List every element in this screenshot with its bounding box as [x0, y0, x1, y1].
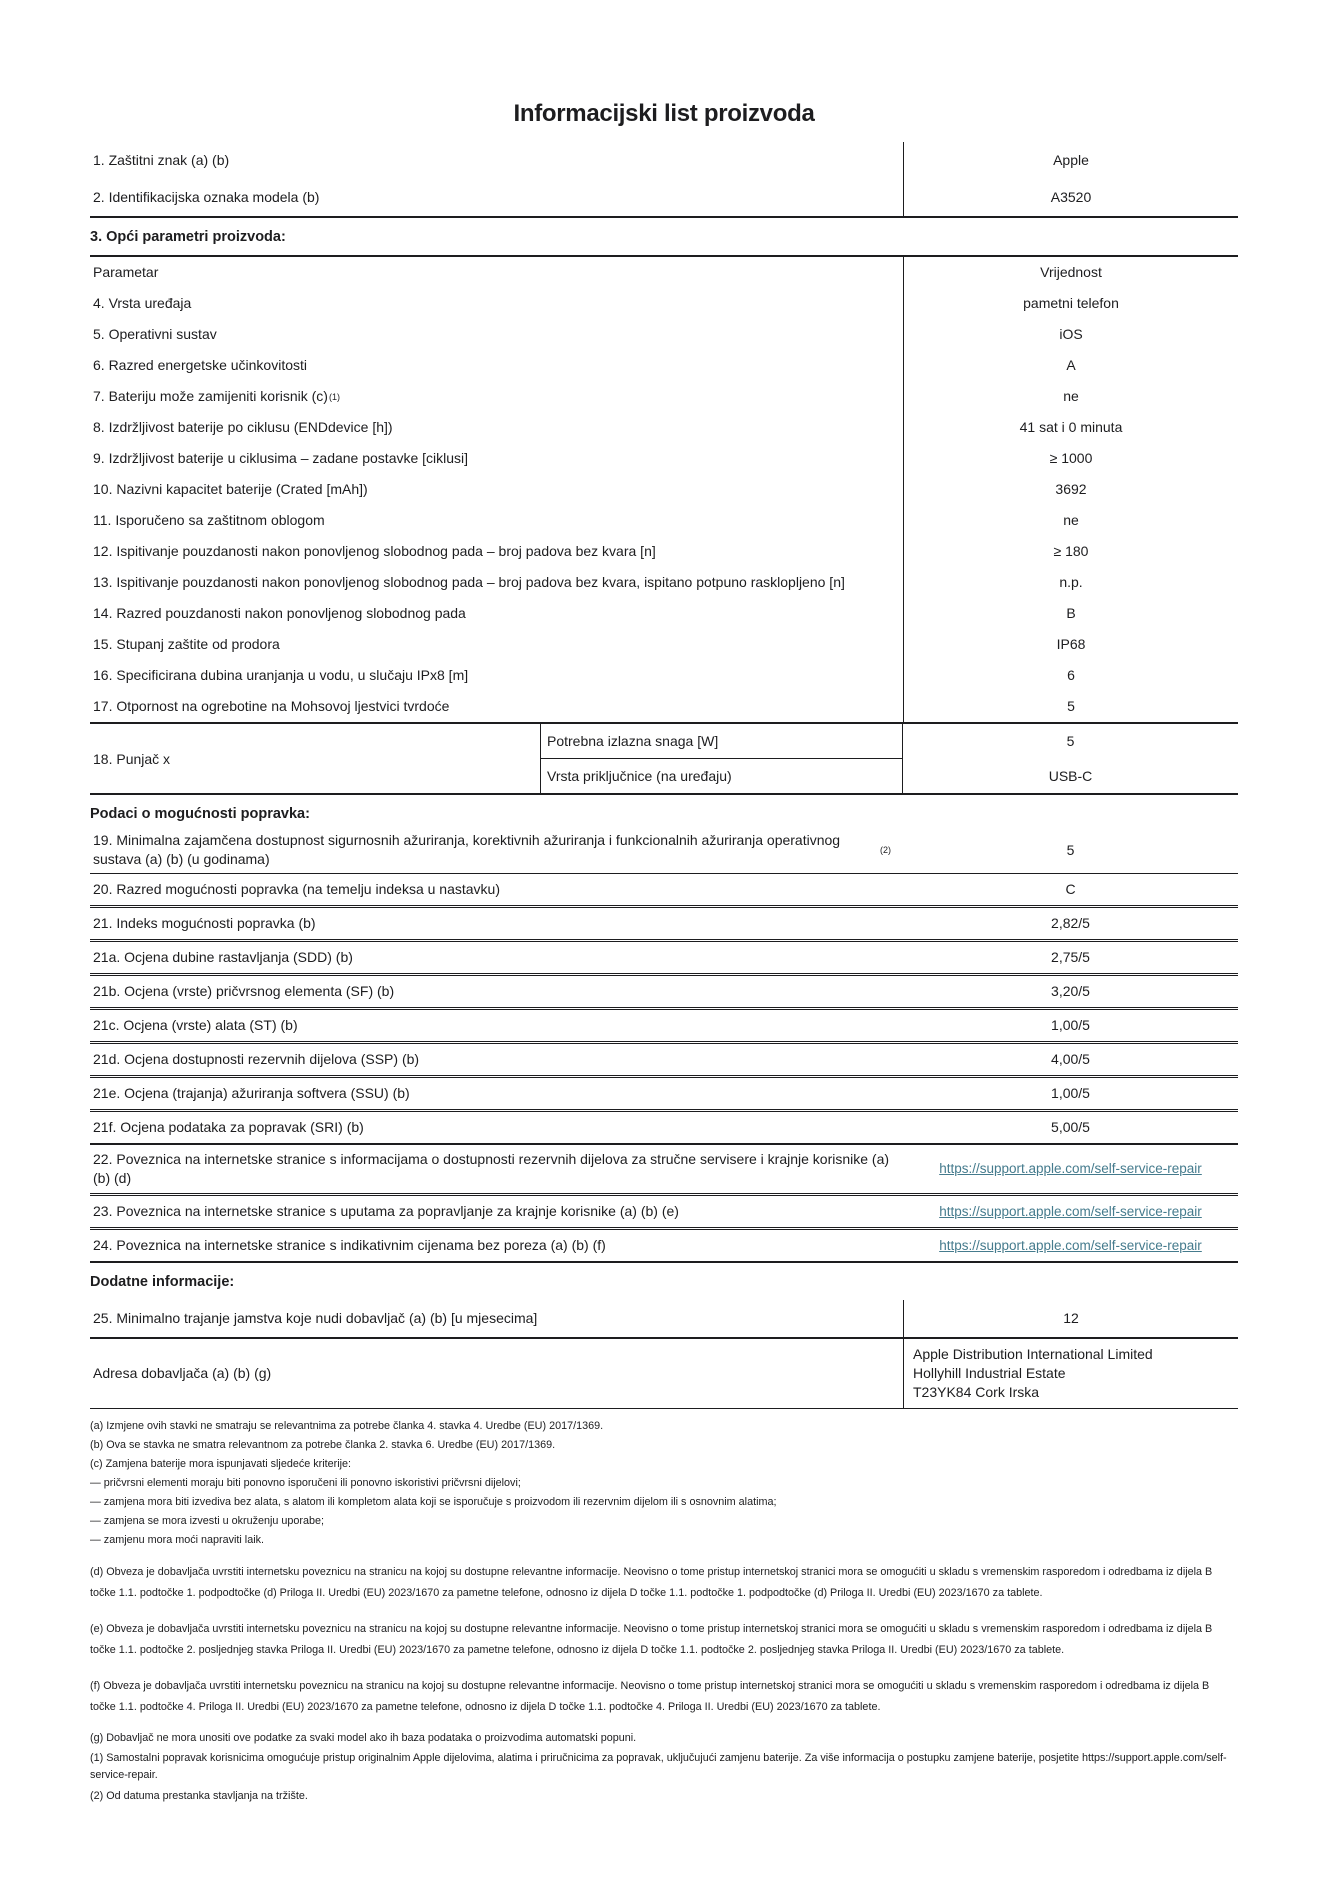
row-link-indicative-prices — [90, 1230, 1238, 1263]
row-immersion-depth — [90, 660, 1238, 691]
row-value: 3692 — [903, 474, 1238, 505]
charger-sub-label-connector: Vrsta priključnice (na uređaju) — [547, 768, 732, 784]
column-header-value: Vrijednost — [903, 257, 1238, 288]
footnote-a: (a) Izmjene ovih stavki ne smatraju se relevantnima za potrebe članka 4. stavka 4. Uredbe (EU) 2017/1369. — [90, 1420, 604, 1432]
address-line: T23YK84 Cork Irska — [913, 1384, 1040, 1400]
row-value: Apple — [903, 142, 1238, 179]
row-update-availability — [90, 827, 1238, 874]
additional-info-table — [90, 1300, 1238, 1409]
row-link-repair-instructions — [90, 1196, 1238, 1230]
footnote-f: (f) Obveza je dobavljača uvrstiti internetsku poveznicu na stranicu na kojoj su dostupne relevantne informacije. Neovisno o tome pristup internetskoj stranici mora se omogućiti u skladu s vremenskim rasporedom i odredbama iz dijela B točke 1.1. podtočke 4. Priloga II. Uredbi (EU) 2023/1670 za pametne telefone, odnosno iz dijela D točke 1.1. podtočke 4. Priloga II. Uredbi (EU) 2023/1670 za tablete. — [90, 1680, 1210, 1713]
charger-power-value: 5 — [1066, 733, 1075, 750]
row-value: ≥ 1000 — [903, 443, 1238, 474]
row-value: 5,00/5 — [1051, 1119, 1090, 1135]
row-value: C — [1065, 881, 1076, 897]
row-value: n.p. — [903, 567, 1238, 598]
indicative-prices-link[interactable]: https://support.apple.com/self-service-repair — [939, 1237, 1202, 1253]
footnote-e: (e) Obveza je dobavljača uvrstiti internetsku poveznicu na stranicu na kojoj su dostupne relevantne informacije. Neovisno o tome pristup internetskoj stranici mora se omogućiti u skladu s vremenskim rasporedom i odredbama iz dijela B točke 1.1. podtočke 2. posljednjeg stavka Priloga II. Uredbi (EU) 2023/1670 za pametne telefone, odnosno iz dijela D točke 1.1. podtočke 2. posljednjeg stavka Priloga II. Uredbi (EU) 2023/1670 za tablete. — [90, 1623, 1213, 1656]
repair-instructions-link[interactable]: https://support.apple.com/self-service-repair — [939, 1203, 1202, 1219]
row-score-ssp — [90, 1044, 1238, 1078]
row-label: 17. Otpornost na ogrebotine na Mohsovoj ljestvici tvrdoće — [93, 698, 450, 714]
footnote-c-item: — zamjena mora biti izvediva bez alata, s alatom ili kompletom alata koji se isporučuje s proizvodom ili rezervnim dijelom ili s osnovnim alatima; — [90, 1496, 777, 1508]
row-label: 14. Razred pouzdanosti nakon ponovljenog slobodnog pada — [93, 605, 466, 621]
row-value: 5 — [903, 691, 1238, 722]
row-label: 23. Poveznica na internetske stranice s uputama za popravljanje za krajnje korisnike (a) (b) (e) — [93, 1203, 679, 1219]
row-value: 1,00/5 — [1051, 1085, 1090, 1101]
footnote-c-item: — zamjenu mora moći napraviti laik. — [90, 1534, 265, 1546]
row-score-ssu — [90, 1078, 1238, 1112]
row-value: 12 — [903, 1300, 1238, 1337]
section-heading-additional: Dodatne informacije: — [90, 1274, 235, 1290]
row-battery-cycles — [90, 443, 1238, 474]
row-value: 1,00/5 — [1051, 1017, 1090, 1033]
row-label: 21a. Ocjena dubine rastavljanja (SDD) (b) — [93, 949, 353, 965]
row-label: 20. Razred mogućnosti popravka (na temelju indeksa u nastavku) — [93, 881, 500, 897]
footnote-c: (c) Zamjena baterije mora ispunjavati sljedeće kriterije: — [90, 1458, 352, 1470]
row-operating-system — [90, 319, 1238, 350]
row-user-replaceable-battery — [90, 381, 1238, 412]
footnote-d: (d) Obveza je dobavljača uvrstiti internetsku poveznicu na stranicu na kojoj su dostupne relevantne informacije. Neovisno o tome pristup internetskoj stranici mora se omogućiti u skladu s vremenskim rasporedom i odredbama iz dijela B točke 1.1. podtočke 1. podpodtočke (d) Priloga II. Uredbi (EU) 2023/1670 za pametne telefone, odnosno iz dijela D točke 1.1. podtočke 1. podpodtočke (d) Priloga II. Uredbi (EU) 2023/1670 za tablete. — [90, 1566, 1213, 1599]
row-score-sri — [90, 1112, 1238, 1145]
row-value: pametni telefon — [903, 288, 1238, 319]
row-protective-cover — [90, 505, 1238, 536]
row-warranty — [90, 1300, 1238, 1339]
row-value: ne — [903, 505, 1238, 536]
product-information-sheet — [90, 0, 1238, 1803]
charger-sub-values — [903, 724, 1238, 793]
row-label: 21d. Ocjena dostupnosti rezervnih dijelova (SSP) (b) — [93, 1051, 420, 1067]
supplier-address — [903, 1339, 1238, 1408]
page-title: Informacijski list proizvoda — [513, 100, 815, 127]
row-label: 7. Bateriju može zamijeniti korisnik (c) (1) — [93, 388, 340, 404]
section-heading-repairability: Podaci o mogućnosti popravka: — [90, 806, 310, 822]
row-label: 8. Izdržljivost baterije po ciklusu (ENDdevice [h]) — [93, 419, 393, 435]
row-label: 11. Isporučeno sa zaštitnom oblogom — [93, 512, 325, 528]
row-value: 5 — [1066, 841, 1075, 858]
footnote-c-item: — zamjena se mora izvesti u okruženju uporabe; — [90, 1515, 325, 1527]
section-heading-general: 3. Opći parametri proizvoda: — [90, 218, 1238, 257]
row-label: 13. Ispitivanje pouzdanosti nakon ponovljenog slobodnog pada – broj padova bez kvara, ispitano potpuno rasklopljeno [n] — [93, 574, 845, 590]
charger-connector-value: USB-C — [1048, 767, 1093, 784]
row-label: 15. Stupanj zaštite od prodora — [93, 636, 280, 652]
row-repairability-class — [90, 874, 1238, 908]
charger-subtable — [540, 724, 903, 793]
spare-parts-link[interactable]: https://support.apple.com/self-service-repair — [939, 1161, 1202, 1176]
row-label: 12. Ispitivanje pouzdanosti nakon ponovljenog slobodnog pada – broj padova bez kvara [n] — [93, 543, 656, 559]
footnote-g: (g) Dobavljač ne mora unositi ove podatke za svaki model ako ih baza podataka o proizvodima automatski popuni. — [90, 1732, 637, 1744]
repairability-table — [90, 827, 1238, 1263]
row-value: 6 — [903, 660, 1238, 691]
row-model-id — [90, 179, 1238, 218]
charger-sub-label-power: Potrebna izlazna snaga [W] — [541, 724, 902, 759]
row-label: 10. Nazivni kapacitet baterije (Crated [mAh]) — [93, 481, 368, 497]
row-link-spare-parts — [90, 1145, 1238, 1196]
row-battery-capacity — [90, 474, 1238, 505]
row-value: iOS — [903, 319, 1238, 350]
column-header-parameter: Parametar — [93, 264, 159, 280]
row-score-st — [90, 1010, 1238, 1044]
row-label: 25. Minimalno trajanje jamstva koje nudi dobavljač (a) (b) [u mjesecima] — [93, 1310, 538, 1326]
row-label: 18. Punjač x — [93, 750, 171, 767]
row-energy-class — [90, 350, 1238, 381]
row-value: A3520 — [903, 179, 1238, 216]
row-label: 21b. Ocjena (vrste) pričvrsnog elementa (SF) (b) — [93, 983, 395, 999]
row-value — [903, 1145, 1238, 1193]
row-label: 24. Poveznica na internetske stranice s indikativnim cijenama bez poreza (a) (b) (f) — [93, 1237, 606, 1253]
row-score-sdd — [90, 942, 1238, 976]
table-header-row — [90, 257, 1238, 288]
row-value: B — [903, 598, 1238, 629]
row-value: ne — [903, 381, 1238, 412]
row-value — [903, 1230, 1238, 1261]
row-label: 2. Identifikacijska oznaka modela (b) — [93, 189, 320, 205]
row-value: IP68 — [903, 629, 1238, 660]
row-label: 9. Izdržljivost baterije u ciklusima – zadane postavke [ciklusi] — [93, 450, 469, 466]
row-label: 6. Razred energetske učinkovitosti — [93, 357, 307, 373]
address-line: Apple Distribution International Limited — [913, 1346, 1153, 1362]
row-device-type — [90, 288, 1238, 319]
row-reliability-class — [90, 598, 1238, 629]
footnote-1: (1) Samostalni popravak korisnicima omogućuje pristup originalnim Apple dijelovima, alatima i priručnicima za popravak, uključujući zamjenu baterije. Za više informacija o postupku zamjene baterije, posjetite https://support.apple.com/self-service-repair. — [90, 1752, 1227, 1781]
row-label: 1. Zaštitni znak (a) (b) — [93, 152, 230, 168]
row-drop-test-disassembled — [90, 567, 1238, 598]
row-label: Adresa dobavljača (a) (b) (g) — [93, 1365, 272, 1381]
row-label: 4. Vrsta uređaja — [93, 295, 192, 311]
address-line: Hollyhill Industrial Estate — [913, 1365, 1066, 1381]
row-charger — [90, 724, 1238, 795]
row-value: 41 sat i 0 minuta — [903, 412, 1238, 443]
row-label: 21f. Ocjena podataka za popravak (SRI) (b) — [93, 1119, 364, 1135]
footnote-2: (2) Od datuma prestanka stavljanja na tržište. — [90, 1790, 308, 1802]
row-label: 16. Specificirana dubina uranjanja u vodu, u slučaju IPx8 [m] — [93, 667, 469, 683]
row-supplier-address — [90, 1339, 1238, 1409]
row-scratch-resistance — [90, 691, 1238, 724]
row-label: 21e. Ocjena (trajanja) ažuriranja softvera (SSU) (b) — [93, 1085, 410, 1101]
identity-block — [90, 142, 1238, 218]
row-repairability-index — [90, 908, 1238, 942]
row-score-sf — [90, 976, 1238, 1010]
footnote-b: (b) Ova se stavka ne smatra relevantnom za potrebe članka 2. stavka 6. Uredbe (EU) 2017/1369. — [90, 1439, 556, 1451]
row-label: 21c. Ocjena (vrste) alata (ST) (b) — [93, 1017, 298, 1033]
row-label: 5. Operativni sustav — [93, 326, 217, 342]
row-value: 4,00/5 — [1051, 1051, 1090, 1067]
row-ingress-protection — [90, 629, 1238, 660]
row-value: ≥ 180 — [903, 536, 1238, 567]
footnotes — [90, 1419, 1238, 1803]
row-label: 19. Minimalna zajamčena dostupnost sigurnosnih ažuriranja, korektivnih ažuriranja i funkcionalnih ažuriranja operativnog sustava (a) (b) (u godinama) (2) — [93, 832, 891, 867]
row-battery-endurance — [90, 412, 1238, 443]
row-value: 3,20/5 — [1051, 983, 1090, 999]
general-parameters-table — [90, 257, 1238, 795]
row-label: 21. Indeks mogućnosti popravka (b) — [93, 915, 316, 931]
row-value: 2,75/5 — [1051, 949, 1090, 965]
footnote-c-item: — pričvrsni elementi moraju biti ponovno isporučeni ili ponovno iskoristivi pričvrsni dijelovi; — [90, 1477, 521, 1489]
row-value: A — [903, 350, 1238, 381]
row-value — [903, 1196, 1238, 1227]
row-drop-test — [90, 536, 1238, 567]
row-value: 2,82/5 — [1051, 915, 1090, 931]
row-trademark — [90, 142, 1238, 179]
row-label: 22. Poveznica na internetske stranice s informacijama o dostupnosti rezervnih dijelova za stručne servisere i krajnje korisnike (a) (b) (d) — [93, 1151, 890, 1186]
